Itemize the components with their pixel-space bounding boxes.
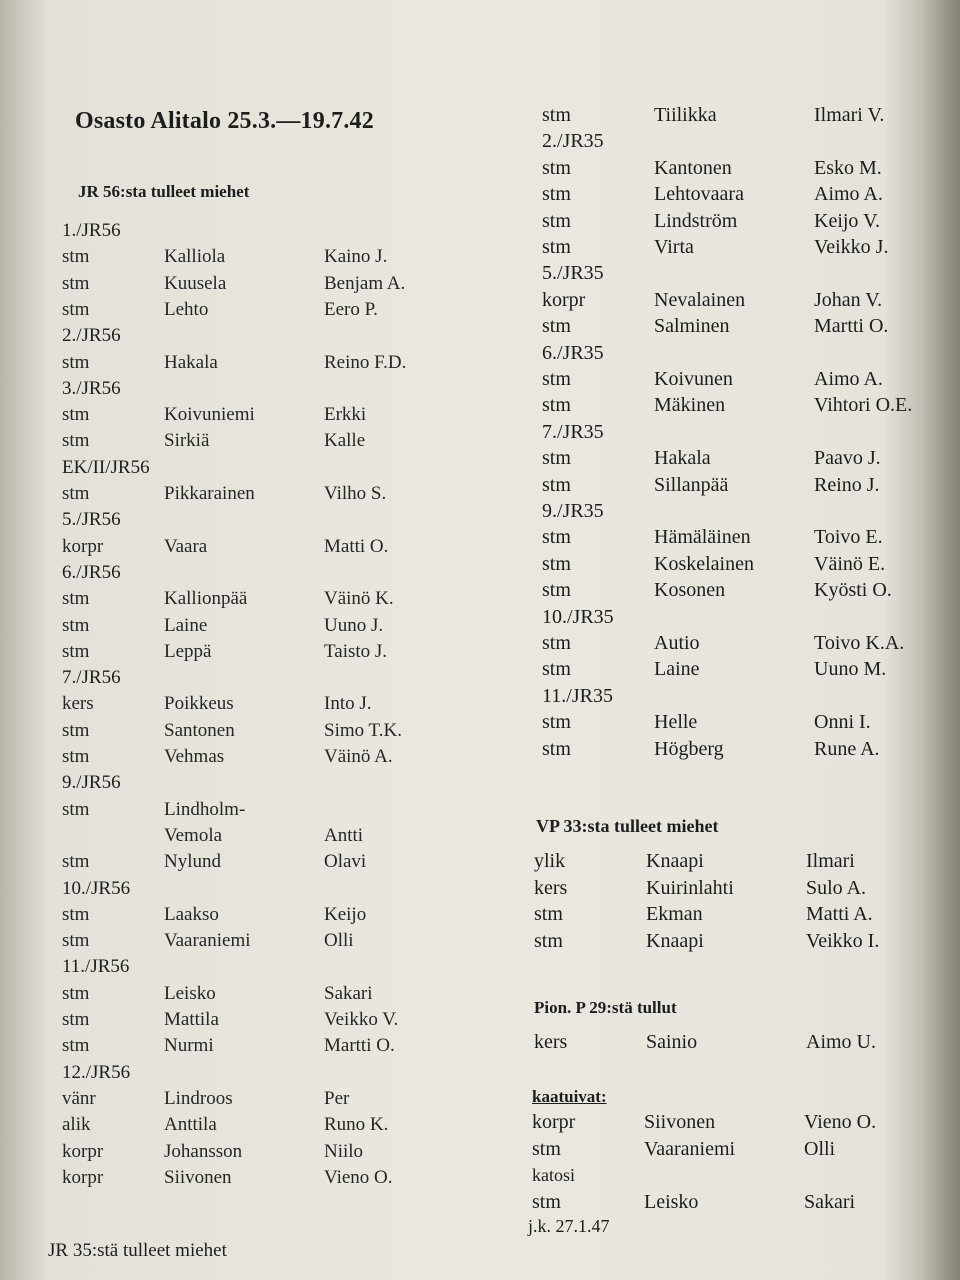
surname: Vehmas: [164, 746, 225, 767]
rank: stm: [542, 552, 571, 575]
unit-label: 2./JR35: [542, 130, 604, 153]
unit-label: 2./JR56: [62, 325, 121, 347]
unit-label: 1./JR56: [62, 220, 121, 241]
given-name: Ilmari: [806, 850, 855, 872]
rank: stm: [62, 1009, 90, 1030]
jr35-footer-heading: JR 35:stä tulleet miehet: [48, 1240, 227, 1261]
rank: stm: [542, 104, 571, 126]
rank: vänr: [62, 1087, 96, 1109]
rank: alik: [62, 1114, 91, 1136]
given-name: Veikko J.: [814, 236, 889, 258]
rank: stm: [542, 737, 571, 760]
rank: korpr: [62, 1166, 104, 1188]
surname: Lindström: [654, 209, 738, 232]
surname: Hämäläinen: [654, 526, 751, 549]
surname: Hakala: [164, 351, 218, 373]
rank: ylik: [534, 850, 566, 872]
surname: Leisko: [164, 982, 216, 1004]
unit-label: 5./JR35: [542, 262, 604, 285]
surname: Lindholm-: [164, 798, 246, 820]
given-name: Väinö E.: [814, 552, 886, 575]
surname: Ekman: [646, 903, 703, 925]
given-name: Paavo J.: [814, 447, 881, 470]
given-name: Rune A.: [814, 737, 880, 760]
rank: stm: [542, 447, 571, 470]
given-name: Väinö K.: [324, 588, 394, 610]
rank: stm: [542, 658, 571, 681]
given-name: Vilho S.: [324, 483, 387, 504]
fallen-heading: kaatuivat:: [532, 1087, 607, 1106]
rank: stm: [62, 719, 90, 741]
given-name: Toivo E.: [814, 526, 883, 549]
surname: Siivonen: [644, 1111, 716, 1133]
surname: Nevalainen: [654, 288, 746, 311]
given-name: Benjam A.: [324, 272, 406, 294]
surname: Santonen: [164, 719, 235, 741]
rank: kers: [62, 693, 94, 715]
surname: Autio: [654, 632, 700, 654]
given-name: Ilmari V.: [814, 104, 885, 126]
given-name: Olli: [324, 930, 354, 952]
surname: Vemola: [164, 824, 223, 846]
given-name: Uuno M.: [814, 658, 887, 681]
given-name: Vihtori O.E.: [814, 394, 913, 417]
surname: Sirkiä: [164, 430, 210, 452]
rank: stm: [542, 632, 571, 654]
unit-label: 11./JR56: [62, 956, 130, 978]
surname: Kuirinlahti: [646, 876, 734, 899]
rank: korpr: [62, 1140, 104, 1162]
surname: Laine: [164, 614, 208, 636]
page-edge-shadow: [920, 0, 960, 1280]
unit-label: 7./JR35: [542, 420, 604, 443]
given-name: Keijo: [324, 903, 367, 925]
given-name: Toivo K.A.: [814, 632, 905, 654]
surname: Koivunen: [654, 368, 733, 390]
unit-label: 11./JR35: [542, 684, 613, 707]
given-name: Matti A.: [806, 903, 873, 925]
surname: Sainio: [646, 1031, 698, 1053]
rank: stm: [62, 272, 90, 294]
rank: stm: [62, 798, 90, 820]
surname: Nurmi: [164, 1035, 214, 1057]
rank: stm: [542, 209, 571, 232]
surname: Salminen: [654, 315, 730, 338]
unit-label: 10./JR56: [62, 877, 131, 899]
given-name: Sakari: [804, 1191, 856, 1213]
rank: stm: [62, 588, 90, 610]
rank: stm: [62, 298, 90, 320]
rank: stm: [542, 156, 571, 179]
surname: Knaapi: [646, 929, 704, 952]
footnote: j.k. 27.1.47: [528, 1216, 610, 1236]
given-name: Taisto J.: [324, 640, 388, 662]
pion-heading: Pion. P 29:stä tullut: [534, 998, 677, 1017]
surname: Kallionpää: [164, 588, 248, 610]
surname: Pikkarainen: [164, 483, 255, 504]
rank: stm: [542, 368, 571, 390]
surname: Poikkeus: [164, 693, 234, 715]
given-name: Niilo: [324, 1140, 364, 1162]
given-name: Keijo V.: [814, 209, 880, 232]
rank: stm: [534, 903, 563, 925]
given-name: Aimo A.: [814, 368, 883, 390]
surname: Sillanpää: [654, 473, 729, 496]
rank: korpr: [62, 535, 104, 557]
surname: Johansson: [164, 1140, 243, 1162]
unit-label: 9./JR35: [542, 500, 604, 522]
rank: stm: [542, 315, 571, 338]
jr56-heading: JR 56:sta tulleet miehet: [78, 182, 250, 201]
surname: Kosonen: [654, 579, 726, 602]
surname: Vaaraniemi: [644, 1137, 736, 1160]
rank: stm: [532, 1191, 561, 1213]
surname: Tiilikka: [654, 104, 717, 126]
surname: Laakso: [164, 903, 219, 925]
unit-label: 5./JR56: [62, 509, 121, 531]
given-name: Olli: [804, 1137, 836, 1160]
surname: Koskelainen: [654, 552, 754, 575]
rank: stm: [542, 526, 571, 549]
surname: Högberg: [654, 737, 724, 760]
given-name: Matti O.: [324, 535, 389, 557]
unit-label: 12./JR56: [62, 1061, 131, 1083]
surname: Lehtovaara: [654, 183, 744, 206]
rank: stm: [62, 246, 90, 268]
rank: stm: [542, 394, 571, 417]
given-name: Kalle: [324, 430, 366, 452]
page-title: Osasto Alitalo 25.3.—19.7.42: [75, 108, 374, 134]
surname: Lindroos: [164, 1087, 233, 1109]
unit-label: 7./JR56: [62, 667, 121, 689]
rank: kers: [534, 1031, 568, 1053]
given-name: Väinö A.: [324, 746, 393, 767]
given-name: Martti O.: [814, 315, 889, 338]
given-name: Erkki: [324, 404, 367, 426]
unit-label: 6./JR35: [542, 341, 604, 364]
given-name: Veikko I.: [806, 929, 880, 952]
given-name: Antti: [324, 824, 364, 846]
rank: korpr: [532, 1111, 576, 1133]
rank: stm: [62, 982, 90, 1004]
given-name: Veikko V.: [324, 1009, 399, 1030]
given-name: Aimo A.: [814, 183, 883, 206]
rank: stm: [62, 851, 90, 873]
surname: Knaapi: [646, 850, 704, 872]
surname: Siivonen: [164, 1166, 232, 1188]
rank: stm: [542, 711, 571, 734]
surname: Laine: [654, 658, 700, 681]
rank: stm: [62, 1035, 90, 1057]
rank: stm: [542, 579, 571, 602]
surname: Kantonen: [654, 156, 732, 179]
rank: stm: [534, 929, 563, 952]
given-name: Eero P.: [324, 298, 378, 320]
unit-label: 10./JR35: [542, 605, 614, 628]
surname: Lehto: [164, 298, 209, 320]
rank: stm: [62, 430, 90, 452]
given-name: Runo K.: [324, 1114, 389, 1136]
given-name: Reino J.: [814, 473, 880, 496]
surname: Vaara: [164, 535, 208, 557]
surname: Anttila: [164, 1114, 217, 1136]
given-name: Johan V.: [814, 288, 883, 311]
rank: kers: [534, 876, 568, 899]
given-name: Onni I.: [814, 711, 871, 734]
unit-label: 6./JR56: [62, 561, 121, 583]
surname: Mäkinen: [654, 394, 726, 417]
rank: stm: [62, 746, 90, 767]
surname: Koivuniemi: [164, 404, 255, 426]
rank: stm: [542, 473, 571, 496]
surname: Mattila: [164, 1009, 219, 1030]
rank: stm: [62, 930, 90, 952]
given-name: Per: [324, 1087, 350, 1109]
rank: stm: [62, 614, 90, 636]
rank: stm: [542, 236, 571, 258]
given-name: Uuno J.: [324, 614, 384, 636]
surname: Helle: [654, 711, 698, 734]
given-name: Simo T.K.: [324, 719, 402, 741]
given-name: Vieno O.: [804, 1111, 877, 1133]
given-name: Reino F.D.: [324, 351, 407, 373]
given-name: Kaino J.: [324, 246, 388, 268]
given-name: Esko M.: [814, 156, 882, 179]
given-name: Aimo U.: [806, 1031, 876, 1053]
missing-label: katosi: [532, 1165, 575, 1185]
surname: Leisko: [644, 1191, 699, 1213]
unit-label: 3./JR56: [62, 377, 121, 399]
unit-label: EK/II/JR56: [62, 456, 150, 478]
unit-label: 9./JR56: [62, 772, 121, 794]
vp33-heading: VP 33:sta tulleet miehet: [536, 816, 719, 836]
given-name: Into J.: [324, 693, 372, 715]
surname: Kalliola: [164, 246, 226, 268]
surname: Vaaraniemi: [164, 930, 251, 952]
surname: Hakala: [654, 447, 711, 470]
given-name: Kyösti O.: [814, 579, 892, 602]
rank: stm: [62, 483, 90, 504]
rank: stm: [62, 404, 90, 426]
rank: korpr: [542, 288, 586, 311]
given-name: Martti O.: [324, 1035, 395, 1057]
given-name: Sakari: [324, 982, 373, 1004]
given-name: Vieno O.: [324, 1166, 393, 1188]
surname: Leppä: [164, 640, 212, 662]
rank: stm: [62, 903, 90, 925]
given-name: Olavi: [324, 851, 367, 873]
given-name: Sulo A.: [806, 876, 867, 899]
surname: Virta: [654, 236, 694, 258]
surname: Nylund: [164, 851, 221, 873]
rank: stm: [62, 640, 90, 662]
rank: stm: [542, 183, 571, 206]
rank: stm: [62, 351, 90, 373]
surname: Kuusela: [164, 272, 227, 294]
rank: stm: [532, 1137, 561, 1160]
